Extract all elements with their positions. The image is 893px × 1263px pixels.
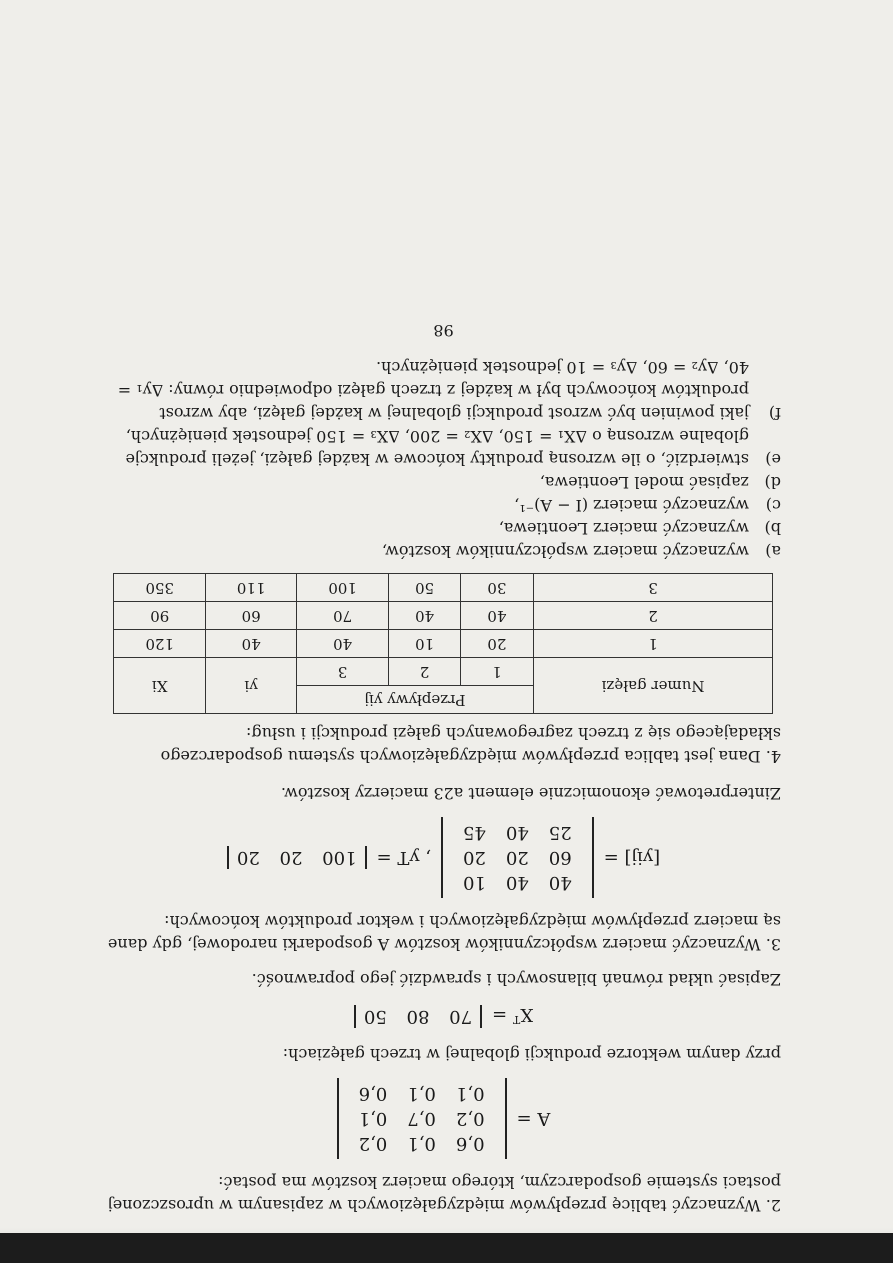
vector-y-values: 100 20 20 (227, 846, 367, 869)
table-cell: 60 (205, 602, 296, 630)
table-cell: 40 (388, 602, 460, 630)
header-col: 3 (297, 658, 389, 686)
table-cell: 40 (461, 602, 533, 630)
vector-y-label: , yT = (376, 847, 431, 868)
problem-4 (106, 356, 781, 768)
matrix-cell: 0,2 (455, 1108, 485, 1129)
vector-x-label: $X^T$ = (492, 1004, 534, 1026)
matrix-cell: 25 (548, 822, 572, 843)
header-col: 1 (461, 658, 533, 686)
matrix-row (349, 1081, 495, 1106)
problem-2-intro: 2. Wyznaczyć tablicę przepływów międzygałęziowych w zapisanym w uproszczonej postaci systemie gospodarczym, którego macierz kosztów ma postać: (107, 1173, 781, 1215)
matrix-cell: 20 (505, 847, 529, 868)
matrix-row (453, 845, 582, 870)
table-cell: 40 (297, 630, 389, 658)
list-item: e) stwierdzić, o ile wzrosną produkty końcowe w każdej gałęzi, jeżeli produkcje globalne wzrosną o ΔX₁ = 150, ΔX₂ = 200, ΔX₃ = 150 jednostek pieniężnych, (125, 427, 781, 469)
header-flows: Przepływy yij (297, 686, 533, 714)
header-y: yi (205, 658, 296, 714)
matrix-a-label: A = (516, 1108, 551, 1129)
matrix-cell: 40 (505, 822, 529, 843)
table-cell: 120 (114, 630, 205, 658)
table-cell: 70 (297, 602, 389, 630)
scanner-edge (0, 1233, 893, 1263)
matrix-row (349, 1131, 495, 1156)
list-item: d) zapisać model Leontiewa, (539, 473, 781, 492)
problem-3-closing: Zinterpretować ekonomicznie element a23 macierzy kosztów. (280, 784, 781, 803)
matrix-a-bracket (337, 1078, 507, 1159)
matrix-yij-label: [yij] = (603, 847, 661, 868)
page-number: 98 (433, 321, 454, 340)
matrix-cell: 0,2 (358, 1133, 388, 1154)
flows-table (114, 573, 774, 714)
vector-x-values: 70 80 50 (354, 1006, 482, 1029)
table-row (114, 602, 773, 630)
header-x: Xi (114, 658, 205, 714)
list-item: f) jaki powinien być wzrost produkcji globalnej w każdej gałęzi, aby wzrost produktów końcowych był w każdej z trzech gałęzi odpowiednio równy: Δy₁ = 40, Δy₂ = 60, Δy₃ = 10 jednostek pieniężnych. (117, 358, 781, 423)
problem-2-closing: Zapisać układ równań bilansowych i sprawdzić jego poprawność. (251, 970, 781, 989)
matrix-cell: 40 (548, 872, 572, 893)
problem-3 (106, 782, 781, 956)
list-item: b) wyznaczyć macierz Leontiewa, (498, 519, 781, 538)
matrix-cell: 0,1 (407, 1083, 436, 1104)
table-cell: 30 (461, 574, 533, 602)
matrix-cell: 0,1 (407, 1133, 436, 1154)
table-cell: 10 (388, 630, 460, 658)
matrix-row (453, 870, 582, 895)
table-cell: 110 (205, 574, 296, 602)
vector-x (106, 1003, 781, 1031)
problem-3-intro: 3. Wyznaczyć macierz współczynników kosztów A gospodarki narodowej, gdy dane są macierz przepływów międzygałęziowych i wektor produktów końcowych: (107, 912, 781, 954)
matrix-yij (106, 817, 781, 898)
list-item: a) wyznaczyć macierz współczynników kosztów, (381, 542, 781, 561)
matrix-a (106, 1078, 781, 1159)
table-cell: 50 (388, 574, 460, 602)
matrix-cell: 0,7 (407, 1108, 436, 1129)
task-list (106, 356, 781, 563)
table-cell: 100 (297, 574, 389, 602)
table-cell: 3 (533, 574, 773, 602)
matrix-cell: 60 (548, 847, 572, 868)
table-header-row (114, 686, 773, 714)
matrix-row (453, 820, 582, 845)
matrix-cell: 0,6 (455, 1133, 485, 1154)
matrix-cell: 0,6 (358, 1083, 388, 1104)
table-cell: 20 (461, 630, 533, 658)
table-cell: 2 (533, 602, 773, 630)
matrix-yij-bracket (441, 817, 594, 898)
matrix-cell: 0,1 (358, 1108, 388, 1129)
matrix-row (349, 1106, 495, 1131)
header-branch: Numer gałęzi (533, 658, 773, 714)
table-cell: 350 (114, 574, 205, 602)
matrix-cell: 0,1 (455, 1083, 485, 1104)
matrix-cell: 20 (462, 847, 486, 868)
matrix-cell: 45 (462, 822, 486, 843)
problem-2 (106, 968, 781, 1217)
page-content (106, 319, 781, 1223)
table-row (114, 574, 773, 602)
matrix-cell: 40 (505, 872, 529, 893)
list-item: c) wyznaczyć macierz (I − A)⁻¹, (514, 496, 781, 515)
header-col: 2 (388, 658, 460, 686)
table-cell: 90 (114, 602, 205, 630)
problem-4-intro: 4. Dana jest tablica przepływów międzygałęziowych systemu gospodarczego składającego się z trzech zagregowanych gałęzi produkcji i usług: (160, 724, 781, 766)
problem-2-vector-text: przy danym wektorze produkcji globalnej w trzech gałęziach: (282, 1045, 781, 1064)
matrix-cell: 10 (462, 872, 486, 893)
table-cell: 1 (533, 630, 773, 658)
table-cell: 40 (205, 630, 296, 658)
table-row (114, 630, 773, 658)
